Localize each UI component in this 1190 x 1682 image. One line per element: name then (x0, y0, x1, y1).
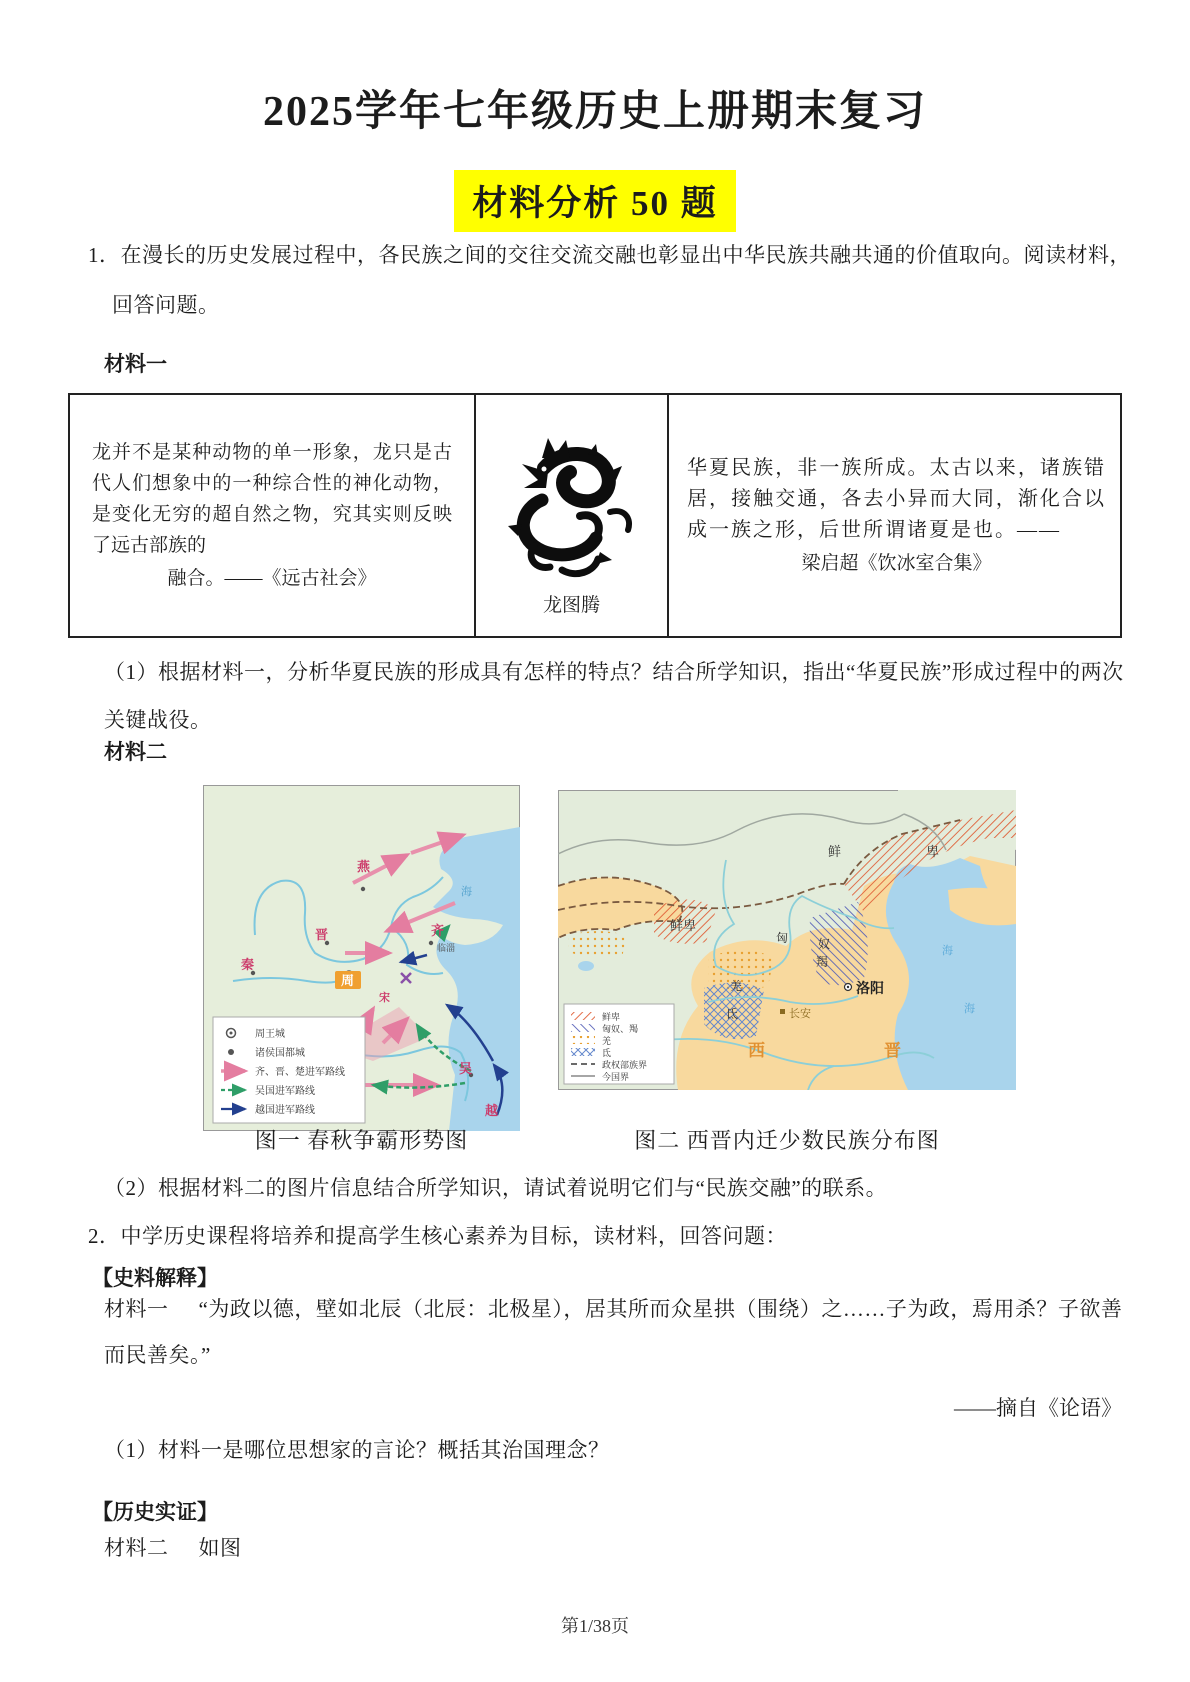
map2-label-jin: 晋 (884, 1041, 901, 1060)
dragon-quote-source: 融合。——《远古社会》 (167, 568, 377, 589)
page-title: 2025学年七年级历史上册期末复习 (262, 89, 927, 135)
map2-legend-label-1: 匈奴、羯 (602, 1024, 639, 1034)
map-western-jin (558, 790, 1016, 1090)
map2-label-xianbei-a: 鲜 (828, 844, 842, 859)
map1-label-jin: 晋 (315, 927, 329, 942)
figure-1-caption: 图一 春秋争霸形势图 (254, 1128, 469, 1153)
map1-label-sea: 海 (461, 886, 472, 898)
map1-legend-label-4: 越国进军路线 (255, 1105, 315, 1116)
map1-legend-label-3: 吴国进军路线 (255, 1086, 315, 1097)
material-2-label: 材料二 (104, 740, 167, 764)
map1-label-qi: 齐 (431, 923, 445, 938)
question-1-sub-1: （1）根据材料一，分析华夏民族的形成具有怎样的特点？结合所学知识，指出“华夏民族”形成过程中的两次关键战役。 (104, 660, 1124, 732)
map2-legend-label-3: 氐 (602, 1048, 612, 1058)
question-1-number: 1． (88, 243, 121, 267)
map2-legend-label-2: 羌 (602, 1036, 612, 1046)
map1-legend-label-2: 齐、晋、楚进军路线 (255, 1067, 345, 1078)
map2-label-jie: 羯 (816, 955, 829, 969)
map2-label-xianbei-left: 鲜卑 (670, 918, 697, 933)
section-header-lishi: 【历史实证】 (92, 1500, 218, 1524)
dragon-quote-text: 龙并不是某种动物的单一形象，龙只是古代人们想象中的一种综合性的神化动物，是变化无穷的超自然之物，究其实则反映了远古部族的 (92, 442, 452, 556)
material-1-label: 材料一 (104, 352, 167, 376)
map2-label-sea2: 海 (964, 1003, 975, 1015)
question-2-material-2 (104, 1526, 1126, 1570)
table-cell-right (667, 395, 1124, 636)
question-2-material-1 (104, 1286, 1126, 1378)
huaxia-quote-text: 华夏民族，非一族所成。太古以来，诸族错居，接触交通，各去小异而大同，渐化合以成一族之形，后世所谓诸夏是也。—— (687, 456, 1106, 541)
map2-label-sea1: 海 (942, 945, 953, 957)
map1-label-yue: 越 (485, 1103, 499, 1118)
map1-label-qin: 秦 (241, 957, 255, 972)
figure-2-caption: 图二 西晋内迁少数民族分布图 (634, 1128, 940, 1153)
map1-label-wu: 吴 (459, 1061, 473, 1076)
question-2-stem (88, 1214, 1152, 1258)
map1-label-yan: 燕 (357, 859, 371, 874)
map2-lake (578, 961, 594, 971)
map2-label-luoyang: 洛阳 (856, 980, 884, 996)
table-cell-left (70, 395, 474, 636)
map1-label-linzi: 临淄 (437, 943, 456, 953)
map1-label-song: 宋 (379, 992, 390, 1004)
map2-qiang-region-w (568, 931, 628, 957)
q2-material-2-text: 如图 (198, 1536, 242, 1560)
map2-label-qiang: 羌 (730, 979, 743, 993)
map-spring-autumn (203, 785, 520, 1131)
highlighted-subtitle: 材料分析 50 题 (454, 170, 736, 232)
map2-label-changan: 长安 (789, 1008, 811, 1020)
question-2-number: 2． (88, 1224, 121, 1248)
map1-legend-label-1: 诸侯国都城 (255, 1048, 305, 1059)
table-cell-image (474, 395, 667, 636)
map1-legend-label-0: 周王城 (255, 1029, 285, 1040)
question-1-sub-2: （2）根据材料二的图片信息结合所学知识，请试着说明它们与“民族交融”的联系。 (104, 1176, 888, 1200)
map2-label-xianbei-b: 卑 (926, 844, 940, 859)
question-1-stem (88, 230, 1152, 330)
map2-legend-label-0: 鲜卑 (602, 1012, 621, 1022)
page-number: 第1/38页 (560, 1616, 629, 1636)
question-1-text: 在漫长的历史发展过程中，各民族之间的交往交流交融也彰显出中华民族共融共通的价值取向。阅读材料，回答问题。 (112, 243, 1131, 317)
map2-legend-label-5: 今国界 (602, 1072, 630, 1082)
dragon-totem-image (492, 428, 652, 588)
dragon-image-caption: 龙图腾 (542, 595, 600, 616)
q2-material-1-label: 材料一 (104, 1297, 169, 1321)
material-1-table (68, 393, 1122, 638)
subtitle-row (0, 170, 1190, 232)
map1-legend (213, 1017, 365, 1123)
q2-material-1-source: ——摘自《论语》 (954, 1396, 1122, 1420)
huaxia-quote-source: 梁启超《饮冰室合集》 (801, 552, 992, 574)
map2-label-di: 氐 (726, 1007, 739, 1021)
map1-label-zhou: 周 (341, 973, 355, 988)
map2-legend (564, 1004, 674, 1084)
question-2-sub-1: （1）材料一是哪位思想家的言论？概括其治国理念？ (104, 1438, 610, 1462)
q2-material-2-label: 材料二 (104, 1536, 169, 1560)
q2-material-1-text: “为政以德，壁如北辰（北辰：北极星），居其所而众星拱（围绕）之……子为政，焉用杀？子欲善而民善矣。” (104, 1297, 1123, 1367)
question-2-text: 中学历史课程将培养和提高学生核心素养为目标，读材料，回答问题： (120, 1224, 787, 1248)
map2-legend-label-4: 政权部族界 (602, 1060, 648, 1070)
map2-label-xi: 西 (748, 1041, 765, 1060)
map2-label-nu: 奴 (818, 937, 831, 951)
section-header-shiliao: 【史料解释】 (92, 1266, 218, 1290)
map2-label-xiong: 匈 (776, 931, 789, 945)
